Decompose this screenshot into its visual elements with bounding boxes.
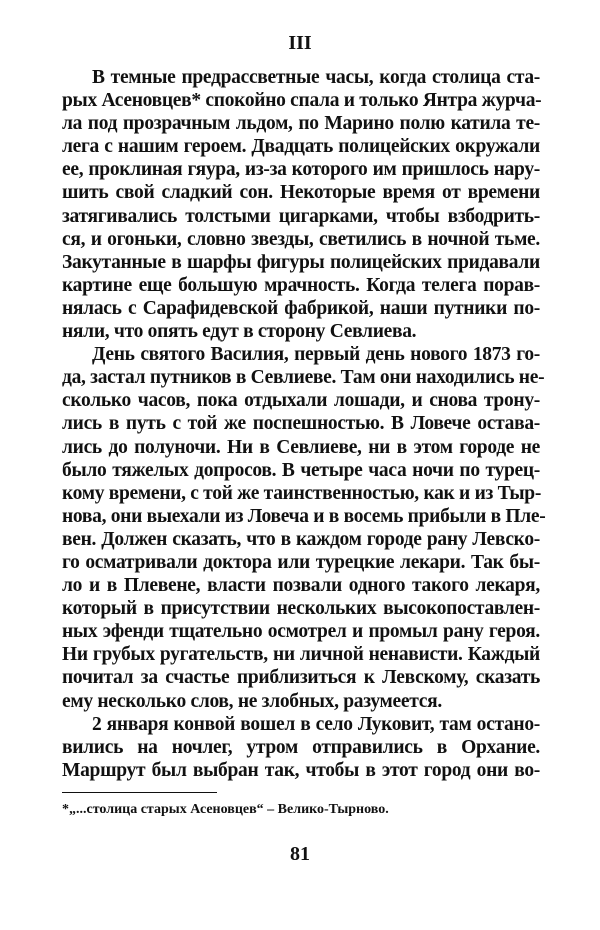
text-line: нялась с Сарафидевской фабрикой, наши путники по- xyxy=(62,297,540,319)
body-text xyxy=(62,66,546,782)
paragraph xyxy=(62,66,540,343)
text-line: картине еще большую мрачность. Когда телега порав- xyxy=(62,274,540,296)
paragraph xyxy=(62,343,546,713)
text-line: Маршрут был выбран так, чтобы в этот город они во- xyxy=(62,759,540,781)
text-line: лись в путь с той же поспешностью. В Ловече остава- xyxy=(62,413,540,435)
text-line: няли, что опять едут в сторону Севлиева. xyxy=(62,321,417,343)
paragraph xyxy=(62,713,540,782)
text-line: сколько часов, пока отдыхали лошади, и снова трону- xyxy=(62,390,540,412)
text-line: который в присутствии нескольких высокопоставлен- xyxy=(62,598,540,620)
text-line: ла под прозрачным льдом, по Марино полю катила те- xyxy=(62,113,540,135)
text-line: ему несколько слов, не злобных, разумеется. xyxy=(62,690,442,712)
text-line: почитал за счастье приблизиться к Левскому, сказать xyxy=(62,667,540,689)
footnote: *„...столица старых Асеновцев“ – Велико-Тырново. xyxy=(62,802,389,817)
text-line: ся, и огоньки, словно звезды, светились в ночной тьме. xyxy=(62,228,540,250)
text-line: В темные предрассветные часы, когда столица ста- xyxy=(92,67,540,88)
text-line: ных эфенди тщательно осмотрел и промыл рану героя. xyxy=(62,621,540,643)
text-line: ло и в Плевене, власти позвали одного такого лекаря, xyxy=(62,575,540,597)
text-line: было тяжелых допросов. В четыре часа ночи по турец- xyxy=(62,459,540,481)
text-line: го осматривали доктора или турецкие лекари. Так бы- xyxy=(62,551,540,573)
text-line: нова, они выехали из Ловеча и в восемь прибыли в Пле- xyxy=(62,505,546,527)
text-line: шить свой сладкий сон. Некоторые время от времени xyxy=(62,182,540,204)
text-line: вен. Должен сказать, что в каждом городе рану Левско- xyxy=(62,528,540,550)
text-line: кому времени, с той же таинственностью, как и из Тыр- xyxy=(62,482,542,504)
footnote-divider xyxy=(62,792,217,793)
text-line: 2 января конвой вошел в село Луковит, там остано- xyxy=(92,713,540,735)
chapter-heading: III xyxy=(288,32,312,54)
text-line: День святого Василия, первый день нового 1873 го- xyxy=(92,344,540,366)
text-line: да, застал путников в Севлиеве. Там они находились не- xyxy=(62,367,545,389)
text-line: Ни грубых ругательств, ни личной ненависти. Каждый xyxy=(62,644,540,666)
text-line: ее, проклиная гяура, из-за которого им пришлось нару- xyxy=(62,159,540,181)
page-number: 81 xyxy=(290,843,310,865)
text-line: лись до полуночи. Ни в Севлиеве, ни в этом городе не xyxy=(62,436,540,458)
text-line: Закутанные в шарфы фигуры полицейских придавали xyxy=(62,251,540,273)
text-line: лега с нашим героем. Двадцать полицейских окружали xyxy=(62,136,540,158)
text-line: затягивались толстыми цигарками, чтобы взбодрить- xyxy=(62,205,540,227)
text-line: рых Асеновцев* спокойно спала и только Янтра журча- xyxy=(62,90,542,112)
text-line: вились на ночлег, утром отправились в Орхание. xyxy=(62,736,540,758)
